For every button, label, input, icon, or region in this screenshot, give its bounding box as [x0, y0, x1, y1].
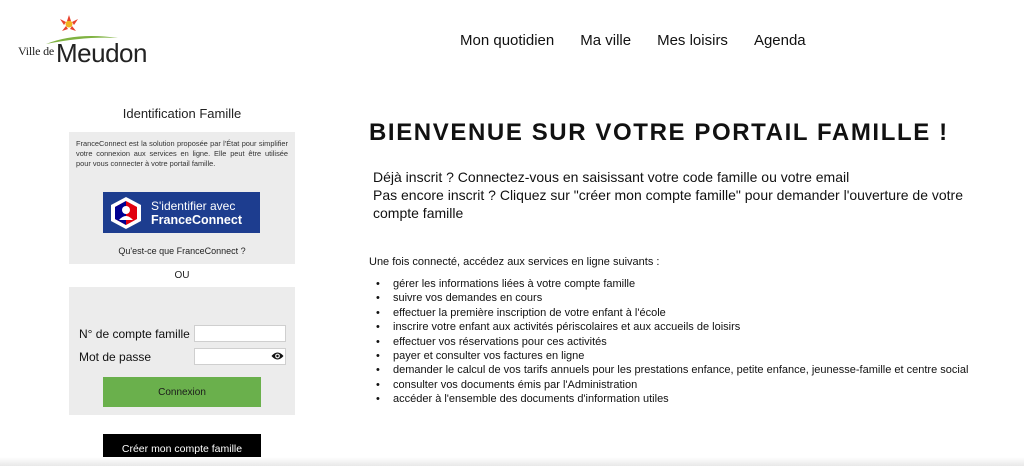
bullet-icon: •: [376, 278, 380, 290]
bullet-icon: •: [376, 335, 380, 348]
or-separator: OU: [174, 270, 190, 281]
list-item: [376, 378, 996, 392]
nav-mon-quotidien[interactable]: Mon quotidien: [460, 32, 555, 49]
page-title: BIENVENUE SUR VOTRE PORTAIL FAMILLE !: [369, 119, 949, 146]
nav-mes-loisirs[interactable]: Mes loisirs: [657, 32, 728, 49]
list-item: [376, 277, 996, 291]
service-text: effectuer vos réservations pour ces activités: [393, 335, 607, 348]
sun-logo-icon: [58, 15, 80, 33]
connexion-button[interactable]: Connexion: [103, 377, 261, 407]
page-bottom-edge: [0, 457, 1024, 466]
franceconnect-label-line2: FranceConnect: [151, 212, 242, 227]
logo-ville-text: Ville de: [18, 44, 54, 58]
service-text: suivre vos demandes en cours: [393, 292, 543, 305]
franceconnect-panel: [69, 132, 295, 264]
list-item: [376, 320, 996, 334]
franceconnect-button[interactable]: [103, 192, 260, 233]
show-password-eye-icon[interactable]: [271, 351, 284, 361]
bullet-icon: •: [376, 393, 380, 406]
bullet-icon: •: [376, 292, 380, 305]
bullet-icon: •: [376, 321, 380, 334]
service-text: effectuer la première inscription de votre enfant à l'école: [393, 306, 666, 319]
bullet-icon: •: [376, 364, 380, 377]
list-item: [376, 291, 996, 305]
service-text: accéder à l'ensemble des documents d'information utiles: [393, 393, 669, 406]
bullet-icon: •: [376, 350, 380, 363]
list-item: [376, 306, 996, 320]
bullet-icon: •: [376, 306, 380, 319]
intro-line-not-registered: Pas encore inscrit ? Cliquez sur "créer mon compte famille" pour demander l'ouverture de votre compte famille: [373, 187, 963, 221]
logo-meudon-text: Meudon: [56, 38, 147, 68]
services-intro: Une fois connecté, accédez aux services en ligne suivants :: [369, 256, 660, 268]
meudon-logo[interactable]: [18, 12, 158, 68]
services-list: [376, 277, 996, 407]
franceconnect-label-line1: S'identifier avec: [151, 198, 236, 213]
account-number-input[interactable]: [194, 325, 286, 342]
service-text: inscrire votre enfant aux activités périscolaires et aux accueils de loisirs: [393, 321, 741, 334]
list-item: [376, 335, 996, 349]
service-text: consulter vos documents émis par l'Administration: [393, 378, 638, 391]
identification-title: Identification Famille: [122, 106, 242, 121]
password-label: Mot de passe: [79, 350, 152, 364]
franceconnect-button-label: [151, 199, 242, 227]
list-item: [376, 392, 996, 406]
service-text: demander le calcul de vos tarifs annuels pour les prestations enfance, petite enfance, jeunesse-famille et centre social: [393, 364, 969, 377]
service-text: payer et consulter vos factures en ligne: [393, 350, 585, 363]
create-account-button[interactable]: Créer mon compte famille: [103, 434, 261, 464]
main-navigation: [460, 32, 806, 49]
account-number-label: N° de compte famille: [79, 327, 190, 341]
intro-text: [373, 168, 1003, 222]
nav-ma-ville[interactable]: Ma ville: [580, 32, 632, 49]
login-form: [69, 287, 295, 415]
list-item: [376, 363, 996, 377]
franceconnect-description: FranceConnect est la solution proposée par l'État pour simplifier votre connexion aux services en ligne. Elle peut être utilisée pour vous connecter à votre portail famille.: [76, 139, 288, 168]
list-item: [376, 349, 996, 363]
service-text: gérer les informations liées à votre compte famille: [393, 278, 636, 290]
nav-agenda[interactable]: Agenda: [753, 32, 806, 49]
franceconnect-icon: [109, 196, 143, 230]
intro-line-registered: Déjà inscrit ? Connectez-vous en saisissant votre code famille ou votre email: [373, 169, 850, 185]
bullet-icon: •: [376, 378, 380, 391]
franceconnect-info-link[interactable]: Qu'est-ce que FranceConnect ?: [118, 246, 246, 256]
